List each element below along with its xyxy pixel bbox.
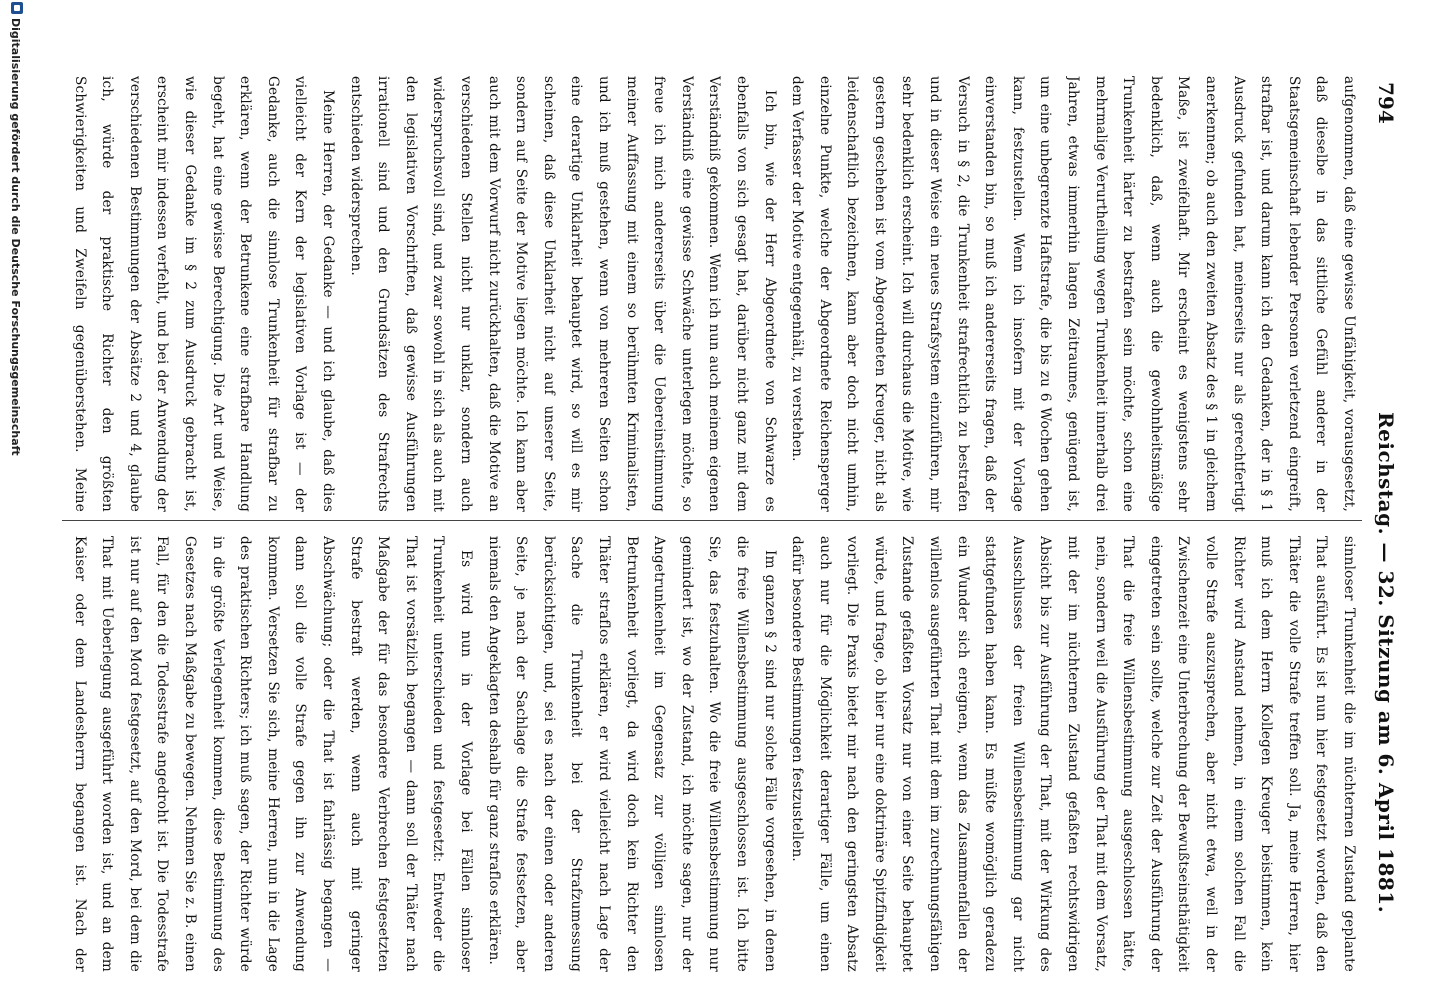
- paragraph: Im ganzen § 2 sind nur solche Fälle vorgesehen, in denen die freie Willensbestimmung ausgeschlossen ist. Ich bitte Sie, das festzuhalten. Wo die freie Willensbestimmung nur gemindert ist, wo der Zustand, ich möchte sagen, nur der Angetrunkenheit im Gegensatz zur völligen sinnlosen Betrunkenheit vorliegt, da wird doch kein Richter den Thäter straflos erklären, er wird vielleicht nach Lage der Sache die Trunkenheit bei der Strafzumessung berücksichtigen, und, sei es nach der einen oder anderen Seite, je nach der Sachlage die Strafe festsetzen, aber niemals den Angeklagten deshalb für ganz straflos erklären.: [485, 536, 778, 972]
- page-number: 794: [1374, 82, 1398, 124]
- dfg-logo-icon: [11, 2, 23, 14]
- column-divider: [62, 520, 1362, 521]
- text-column-right: [60, 536, 1362, 972]
- funding-note: Digitalisierung gefördert durch die Deutsche Forschungsgemeinschaft: [9, 18, 22, 456]
- text-column-left: [60, 76, 1362, 512]
- page-header: [1372, 82, 1402, 962]
- paragraph: aufgenommen, daß eine gewisse Unfähigkeit, vorausgesetzt, daß dieselbe in das sittliche Gefühl anderer in der Staatsgemeinschaft lebender Personen verletzend eingreift, strafbar ist, und darum kann ich den Gedanken, der in § 1 Ausdruck gefunden hat, meinerseits nur als gerechtfertigt anerkennen; ob auch den zweiten Absatz des § 1 in gleichem Maße, ist zweifelhaft. Mir erscheint es wenigstens sehr bedenklich, daß, wenn auch die gewohnheitsmäßige Trunkenheit härter zu bestrafen sein möchte, schon eine mehrmalige Verurtheilung wegen Trunkenheit innerhalb drei Jahren, etwas immerhin langen Zeitraumes, genügend ist, um eine unbegrenzte Haftstrafe, die bis zu 6 Wochen gehen kann, festzustellen. Wenn ich insofern mit der Vorlage einverstanden bin, so muß ich andererseits fragen, daß der Versuch in § 2, die Trunkenheit strafrechtlich zu bestrafen und in dieser Weise ein neues Strafsystem einzuführen, mir sehr bedenklich erscheint. Ich will durchaus die Motive, wie gestern geschehen ist vom Abgeordneten Kreuger, nicht als leidenschaftlich bezeichnen, kann aber doch nicht umhin, einzelne Punkte, welche der Abgeordnete Reichensperger dem Verfasser der Motive entgegenhält, zu verstehen.: [789, 76, 1357, 512]
- running-title: Reichstag. — 32. Sitzung am 6. April 1881.: [1374, 412, 1398, 914]
- paragraph: Meine Herren, der Gedanke — und ich glaube, daß dies vielleicht der Kern der legislativen Vorlage ist — der Gedanke, auch die sinnlose Trunkenheit für strafbar zu erklären, wenn der Betrunkene eine strafbare Handlung begeht, hat eine gewisse Berechtigung. Die Art und Weise, wie dieser Gedanke im § 2 zum Ausdruck gebracht ist, erscheint mir indessen verfehlt, und bei der Anwendung der verschiedenen Bestimmungen der Absätze 2 und 4, glaube ich, würde der praktische Richter den größten Schwierigkeiten und Zweifeln gegenüberstehen. Meine: [71, 76, 337, 512]
- paragraph: Es wird nun in der Vorlage bei Fällen sinnloser Trunkenheit unterschieden und festgesetzt: Entweder die That ist vorsätzlich begangen — dann soll der Thäter nach Maßgabe der für das besondere Verbrechen festgesetzten Strafe bestraft werden, wenn auch mit geringer Abschwächung; oder die That ist fahrlässig begangen — dann soll die volle Strafe gegen ihn zur Anwendung kommen. Versetzen Sie sich, meine Herren, nun in die Lage des praktischen Richters; ich muß sagen, der Richter würde in die größte Verlegenheit kommen, diese Bestimmung des Gesetzes nach Maßgabe zu bewegen. Nehmen Sie z. B. einen Fall, für den die Todesstrafe angedroht ist. Die Todesstrafe ist nur auf den Mord festgesetzt, auf den Mord, bei dem die That mit Ueberlegung ausgeführt worden ist, und an dem Kaiser oder dem Landesherrn begangen ist. Nach der: [71, 536, 474, 972]
- paragraph: Ich bin, wie der Herr Abgeordnete von Schwarze es ebenfalls von sich gesagt hat, darüber nicht ganz mit dem Verständniß gekommen. Wenn ich nun auch meinem eigenen Verständniß eine gewisse Schwäche unterlegen möchte, so freue ich mich andererseits über die Uebereinstimmung meiner Auffassung mit einem so berühmten Kriminalisten, und ich muß gestehen, wenn von mehreren Seiten schon eine derartige Unklarheit behauptet wird, so will es mir scheinen, daß diese Unklarheit nicht auf unserer Seite, sondern auf Seite der Motive liegen möchte. Ich kann aber auch mit dem Vorwurf nicht zurückhalten, daß die Motive an verschiedenen Stellen nicht nur unklar, sondern auch widerspruchsvoll sind, und zwar sowohl in sich als auch mit den legislativen Vorschriften, daß gewisse Ausführungen irrationell sind und den Grundsätzen des Strafrechts entschieden widersprechen.: [347, 76, 778, 512]
- page-footer: [4, 0, 28, 1000]
- paragraph: sinnloser Trunkenheit die im nüchternen Zustand geplante That ausführt. Es ist nun hier festgesetzt worden, daß den Thäter die volle Strafe treffen soll. Ja, meine Herren, hier muß ich dem Herrn Kollegen Kreuger beistimmen, kein Richter wird Anstand nehmen, in einem solchen Fall die volle Strafe auszusprechen, aber nicht etwa, weil in der Zwischenzeit eine Unterbrechung der Bewußtseinsthätigkeit eingetreten sein sollte, welche zur Zeit der Ausführung der That die freie Willensbestimmung ausgeschlossen hätte, nein, sondern weil die Ausführung der That mit dem Vorsatz, mit der im nüchternen Zustand gefaßten rechtswidrigen Absicht bis zur Ausführung der That, mit der Wirkung des Ausschlusses der freien Willensbestimmung gar nicht stattgefunden haben kann. Es müßte womöglich geradezu ein Wunder sich ereignen, wenn das Zusammenfallen der willenlos ausgeführten That mit dem im zurechnungsfähigen Zustande gefaßten Vorsatz nur von einer Seite behauptet würde, und frage, ob hier nur eine doktrinäre Spitzfindigkeit vorliegt. Die Praxis bietet mir nach den geringsten Absatz auch nur für die Möglichkeit derartiger Fälle, um einen dafür besondere Bestimmungen festzustellen.: [789, 536, 1357, 972]
